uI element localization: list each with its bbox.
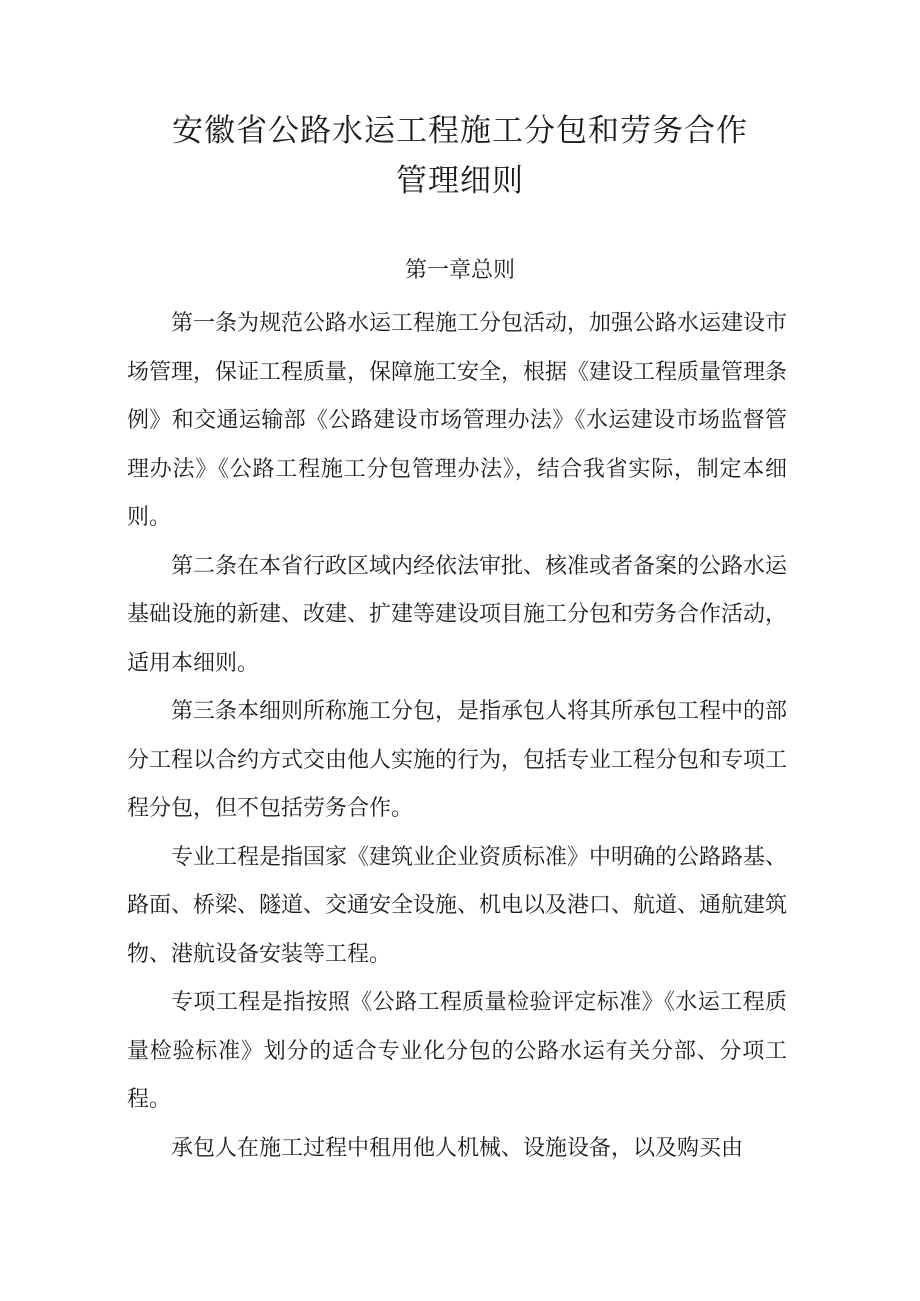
paragraph-special-engineering: 专项工程是指按照《公路工程质量检验评定标准》《水运工程质量检验标准》划分的适合专业化分包的公路水运有关分部、分项工程。	[127, 990, 787, 1112]
document-title-line-2: 管理细则	[396, 163, 524, 199]
document-title-line-1: 安徽省公路水运工程施工分包和劳务合作	[172, 113, 748, 149]
paragraph-article-2: 第二条在本省行政区域内经依法审批、核准或者备案的公路水运基础设施的新建、改建、扩建等建设项目施工分包和劳务合作活动，适用本细则。	[127, 553, 788, 676]
paragraph-article-1: 第一条为规范公路水运工程施工分包活动，加强公路水运建设市场管理，保证工程质量，保障施工安全，根据《建设工程质量管理条例》和交通运输部《公路建设市场管理办法》《水运建设市场监督管理办法》《公路工程施工分包管理办法》，结合我省实际，制定本细则。	[127, 311, 788, 530]
chapter-heading: 第一章总则	[404, 258, 515, 283]
paragraph-article-3: 第三条本细则所称施工分包，是指承包人将其所承包工程中的部分工程以合约方式交由他人实施的行为，包括专业工程分包和专项工程分包，但不包括劳务合作。	[127, 699, 788, 821]
paragraph-contractor-rental: 承包人在施工过程中租用他人机械、设施设备，以及购买由	[171, 1135, 744, 1161]
paragraph-professional-engineering: 专业工程是指国家《建筑业企业资质标准》中明确的公路路基、路面、桥梁、隧道、交通安全设施、机电以及港口、航道、通航建筑物、港航设备安装等工程。	[127, 844, 788, 967]
document-body	[127, 300, 787, 1173]
